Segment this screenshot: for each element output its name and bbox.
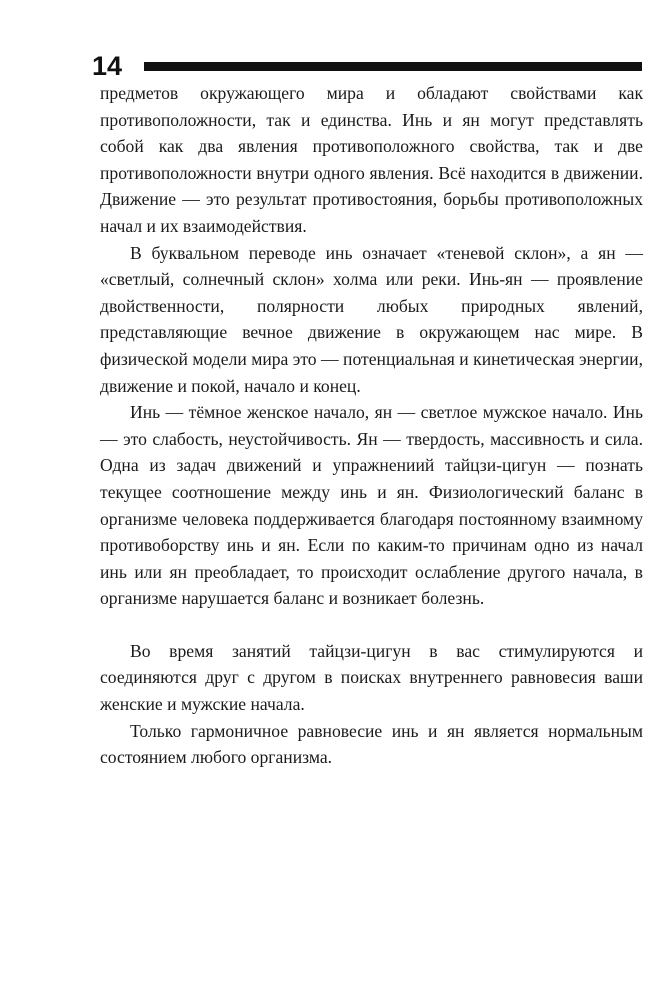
paragraph-3: Инь — тёмное женское начало, ян — светлое мужское начало. Инь — это слабость, неустойчивость. Ян — твердость, массивность и сила. Одна из задач движений и упражнениий тайцзи-цигун — познать текущее соотношение между инь и ян. Физиологический баланс в организме человека поддерживается благодаря постоянному взаимному противоборству инь и ян. Если по каким-то причинам одно из начал инь или ян преобладает, то происходит ослабление другого начала, в организме нарушается баланс и возникает болезнь.: [100, 402, 643, 609]
body-text: [100, 80, 643, 771]
header-rule: [144, 62, 642, 71]
page-number: 14: [92, 51, 123, 81]
paragraph-4: Во время занятий тайцзи-цигун в вас стимулируются и соединяются друг с другом в поисках внутреннего равновесия ваши женские и мужские начала.: [100, 640, 643, 715]
paragraph-2: В буквальном переводе инь означает «теневой склон», а ян — «светлый, солнечный склон» холма или реки. Инь-ян — проявление двойственности, полярности любых природных явлений, представляющие вечное движение в окружающем нас мире. В физической модели мира это — потенциальная и кинетическая энергии, движение и покой, начало и конец.: [100, 242, 643, 396]
paragraph-1: предметов окружающего мира и обладают свойствами как противоположности, так и единства. Инь и ян могут представлять собой как два явления противоположного свойства, так и две противоположности внутри одного явления. Всё находится в движении. Движение — это результат противостояния, борьбы противоположных начал и их взаимодействия.: [100, 83, 643, 236]
paragraph-5: Только гармоничное равновесие инь и ян является нормальным состоянием любого организма.: [100, 720, 643, 768]
